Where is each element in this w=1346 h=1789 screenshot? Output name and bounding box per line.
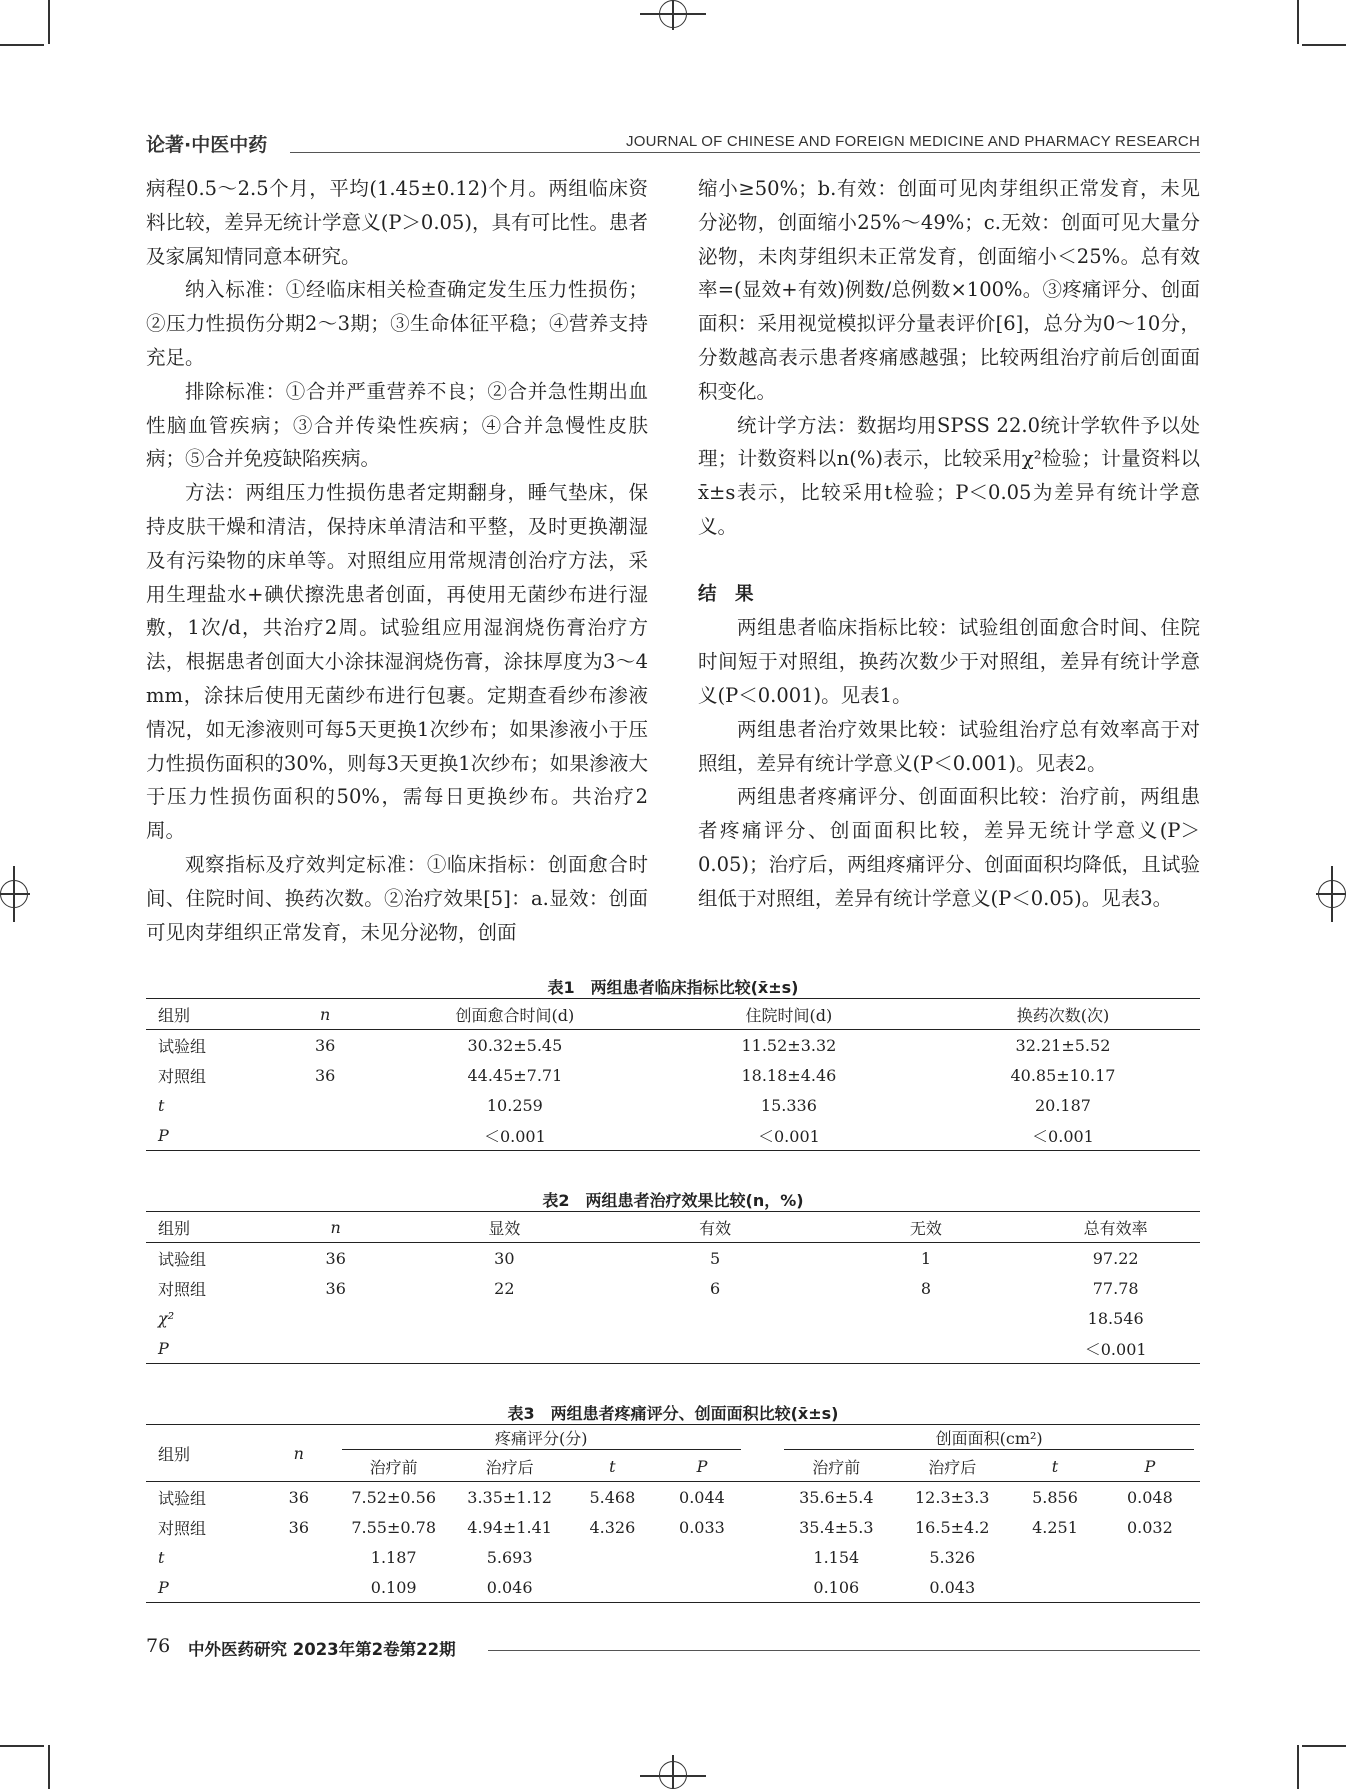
- table-cell: ＜0.001: [758, 1126, 820, 1146]
- table-row: [146, 1060, 1200, 1090]
- table-cell: t: [158, 1095, 165, 1115]
- table-row: [146, 1243, 1200, 1274]
- table-cell: 0.032: [1126, 1517, 1173, 1537]
- table-cell: [399, 1303, 610, 1333]
- table-cell: 5.326: [929, 1547, 976, 1567]
- table-cell: [568, 1542, 658, 1572]
- table-row: [146, 1512, 1200, 1542]
- table-cell: 77.78: [1092, 1278, 1139, 1298]
- table-cell: 12.3±3.3: [915, 1487, 990, 1507]
- table-row: [146, 1482, 1200, 1513]
- table-cell: 6: [710, 1278, 721, 1298]
- table-cell: 7.52±0.56: [351, 1487, 436, 1507]
- table-cell: [272, 1090, 377, 1120]
- table-cell: 0.043: [929, 1577, 976, 1597]
- page-number: 76: [146, 1635, 171, 1657]
- table-cell: 0.109: [370, 1577, 417, 1597]
- table2: [146, 1211, 1200, 1364]
- table-cell: 4.94±1.41: [467, 1517, 552, 1537]
- table-cell: 0.048: [1126, 1487, 1173, 1507]
- table-cell: 0.106: [813, 1577, 860, 1597]
- table-cell: 5: [710, 1248, 721, 1268]
- journal-title: JOURNAL OF CHINESE AND FOREIGN MEDICINE AND PHARMACY RESEARCH: [626, 133, 1200, 150]
- table-cell: 16.5±4.2: [915, 1517, 990, 1537]
- table-cell: P: [158, 1125, 169, 1145]
- table-cell: 7.55±0.78: [351, 1517, 436, 1537]
- table-header: 治疗后: [894, 1451, 1010, 1482]
- paragraph: 排除标准：①合并严重营养不良；②合并急性期出血性脑血管疾病；③合并传染性疾病；④合并急慢性皮肤病；⑤合并免疫缺陷疾病。: [146, 379, 648, 471]
- table-cell: 0.044: [679, 1487, 725, 1507]
- table-header-row: [146, 1212, 1200, 1243]
- table-cell: χ²: [158, 1308, 175, 1328]
- table-row: [146, 1542, 1200, 1572]
- table-cell: 5.693: [486, 1547, 533, 1567]
- table-cell: t: [158, 1547, 165, 1567]
- table-cell: 4.251: [1032, 1517, 1078, 1537]
- table-header: 换药次数(次): [926, 999, 1200, 1030]
- table-cell: 15.336: [760, 1095, 817, 1115]
- table-cell: 36: [314, 1035, 336, 1055]
- header-rule: [290, 152, 1200, 153]
- table1: [146, 998, 1200, 1151]
- table-cell: 5.856: [1032, 1487, 1078, 1507]
- table-header: 创面愈合时间(d): [378, 999, 652, 1030]
- table-header: t: [1010, 1451, 1100, 1482]
- table-row: [146, 1303, 1200, 1333]
- table-cell: 35.6±5.4: [799, 1487, 874, 1507]
- table-header: n: [272, 999, 377, 1030]
- table-row: [146, 1273, 1200, 1303]
- paragraph: 统计学方法：数据均用SPSS 22.0统计学软件予以处理；计数资料以n(%)表示，比较采用χ²检验；计量资料以x̄±s表示，比较采用t检验；P＜0.05为差异有统计学意义。: [698, 413, 1200, 538]
- table-cell: [262, 1572, 336, 1603]
- table-header: 组别: [146, 1425, 262, 1482]
- table-cell: [272, 1120, 377, 1151]
- table-header: 显效: [399, 1212, 610, 1243]
- table-header: 住院时间(d): [652, 999, 926, 1030]
- table-row: [146, 1090, 1200, 1120]
- table-cell: [657, 1572, 747, 1603]
- table-header: [336, 1425, 747, 1452]
- table1-caption: 表1 两组患者临床指标比较(x̄±s): [547, 978, 799, 997]
- results-heading: 结 果: [698, 583, 754, 605]
- right-column: [698, 172, 1200, 916]
- table-cell: 对照组: [158, 1066, 207, 1086]
- table-cell: [262, 1542, 336, 1572]
- table-cell: 试验组: [158, 1488, 207, 1508]
- table-cell: 36: [314, 1065, 336, 1085]
- table-cell: [1100, 1542, 1200, 1572]
- table-cell: 1.154: [813, 1547, 860, 1567]
- journal-issue: 中外医药研究 2023年第2卷第22期: [188, 1640, 456, 1659]
- table-cell: [568, 1572, 658, 1603]
- table-cell: [610, 1333, 821, 1364]
- table-cell: [1010, 1542, 1100, 1572]
- table-cell: [399, 1333, 610, 1364]
- table-cell: 20.187: [1034, 1095, 1091, 1115]
- table-cell: 18.546: [1087, 1308, 1144, 1328]
- paragraph: 方法：两组压力性损伤患者定期翻身，睡气垫床，保持皮肤干燥和清洁，保持床单清洁和平整，及时更换潮湿及有污染物的床单等。对照组应用常规清创治疗方法，采用生理盐水+碘伏擦洗患者创面，再使用无菌纱布进行湿敷，1次/d，共治疗2周。试验组应用湿润烧伤膏治疗方法，根据患者创面大小涂抹湿润烧伤膏，涂抹厚度为3～4 mm，涂抹后使用无菌纱布进行包裹。定期查看纱布渗液情况，如无渗液则可每5天更换1次纱布；如果渗液小于压力性损伤面积的30%，则每3天更换1次纱布；如果渗液大于压力性损伤面积的50%，需每日更换纱布。共治疗2周。: [146, 481, 648, 843]
- table-header-row: [146, 999, 1200, 1030]
- paragraph: 观察指标及疗效判定标准：①临床指标：创面愈合时间、住院时间、换药次数。②治疗效果[5]：a.显效：创面可见肉芽组织正常发育，未见分泌物，创面: [146, 852, 648, 944]
- table-header: 治疗后: [452, 1451, 568, 1482]
- table-header: 总有效率: [1031, 1212, 1200, 1243]
- table-cell: 1.187: [370, 1547, 417, 1567]
- table-cell: ＜0.001: [1032, 1126, 1094, 1146]
- pain-score-header: 疼痛评分(分): [342, 1426, 741, 1450]
- table2-caption: 表2 两组患者治疗效果比较(n，%): [542, 1191, 804, 1210]
- table-header: 无效: [821, 1212, 1032, 1243]
- table-cell: 5.468: [589, 1487, 636, 1507]
- paragraph: 两组患者临床指标比较：试验组创面愈合时间、住院时间短于对照组，换药次数少于对照组，差异有统计学意义(P＜0.001)。见表1。: [698, 616, 1200, 707]
- table-cell: 30: [494, 1248, 515, 1268]
- table-cell: 30.32±5.45: [467, 1035, 563, 1055]
- table-cell: ＜0.001: [1084, 1339, 1147, 1359]
- table-cell: 32.21±5.52: [1015, 1035, 1111, 1055]
- table-cell: [821, 1303, 1032, 1333]
- table-cell: 35.4±5.3: [799, 1517, 874, 1537]
- table3-caption: 表3 两组患者疼痛评分、创面面积比较(x̄±s): [507, 1404, 839, 1423]
- paragraph: 两组患者疼痛评分、创面面积比较：治疗前，两组患者疼痛评分、创面面积比较，差异无统计学意义(P＞0.05)；治疗后，两组疼痛评分、创面面积均降低，且试验组低于对照组，差异有统计学意义(P＜0.05)。见表3。: [698, 785, 1200, 910]
- table-cell: 36: [288, 1487, 309, 1507]
- table-cell: [610, 1303, 821, 1333]
- table-cell: 0.046: [486, 1577, 533, 1597]
- table-cell: 44.45±7.71: [467, 1065, 563, 1085]
- table-cell: [272, 1333, 398, 1364]
- table-cell: 试验组: [158, 1036, 207, 1056]
- paragraph: 病程0.5～2.5个月，平均(1.45±0.12)个月。两组临床资料比较，差异无统计学意义(P＞0.05)，具有可比性。患者及家属知情同意本研究。: [146, 177, 648, 268]
- table-header: n: [272, 1212, 398, 1243]
- table-cell: 0.033: [679, 1517, 725, 1537]
- paragraph: 纳入标准：①经临床相关检查确定发生压力性损伤；②压力性损伤分期2～3期；③生命体征平稳；④营养支持充足。: [146, 278, 648, 369]
- table-row: [146, 1333, 1200, 1364]
- table-header: 治疗前: [778, 1451, 894, 1482]
- table-cell: 40.85±10.17: [1010, 1065, 1116, 1085]
- table-cell: 对照组: [158, 1518, 207, 1538]
- table-cell: 18.18±4.46: [741, 1065, 837, 1085]
- table-cell: 36: [325, 1278, 346, 1298]
- table-cell: 3.35±1.12: [467, 1487, 552, 1507]
- table-cell: P: [158, 1577, 169, 1597]
- table-cell: 36: [325, 1248, 346, 1268]
- table-cell: 97.22: [1092, 1248, 1139, 1268]
- table-row: [146, 1030, 1200, 1061]
- table-cell: ＜0.001: [483, 1126, 546, 1146]
- table-header: n: [262, 1425, 336, 1482]
- table-header: 有效: [610, 1212, 821, 1243]
- table-cell: 22: [494, 1278, 515, 1298]
- left-column: [146, 172, 648, 949]
- table-cell: 试验组: [158, 1249, 207, 1269]
- table-cell: P: [158, 1338, 169, 1358]
- table-header-row: [146, 1425, 1200, 1452]
- table-header: t: [568, 1451, 658, 1482]
- table-cell: [272, 1303, 398, 1333]
- table-cell: 对照组: [158, 1279, 207, 1299]
- table-header: 治疗前: [336, 1451, 452, 1482]
- table-cell: [657, 1542, 747, 1572]
- paragraph: 缩小≥50%；b.有效：创面可见肉芽组织正常发育，未见分泌物，创面缩小25%～49%；c.无效：创面可见大量分泌物，未肉芽组织未正常发育，创面缩小＜25%。总有效率=(显效+有效)例数/总例数×100%。③疼痛评分、创面面积：采用视觉模拟评分量表评价[6]，总分为0～10分，分数越高表示患者疼痛感越强；比较两组治疗前后创面面积变化。: [698, 177, 1200, 403]
- table-header: 组别: [146, 999, 272, 1030]
- table-row: [146, 1120, 1200, 1151]
- table-cell: 4.326: [589, 1517, 636, 1537]
- table-cell: 36: [288, 1517, 309, 1537]
- table-cell: 1: [920, 1248, 932, 1268]
- table-cell: [821, 1333, 1032, 1364]
- table-header: 组别: [146, 1212, 272, 1243]
- table-cell: 10.259: [486, 1095, 543, 1115]
- table-cell: 8: [920, 1278, 932, 1298]
- table-header: P: [1100, 1451, 1200, 1482]
- table-header: P: [657, 1451, 747, 1482]
- table-cell: [1010, 1572, 1100, 1603]
- table3: [146, 1424, 1200, 1603]
- table-header: [778, 1425, 1200, 1452]
- section-label: 论著·中医中药: [146, 134, 268, 156]
- wound-area-header: 创面面积(cm²): [784, 1426, 1194, 1450]
- table-cell: [1100, 1572, 1200, 1603]
- table-cell: 11.52±3.32: [741, 1035, 837, 1055]
- table-row: [146, 1572, 1200, 1603]
- footer-rule: [488, 1650, 1200, 1651]
- paragraph: 两组患者治疗效果比较：试验组治疗总有效率高于对照组，差异有统计学意义(P＜0.001)。见表2。: [698, 717, 1200, 775]
